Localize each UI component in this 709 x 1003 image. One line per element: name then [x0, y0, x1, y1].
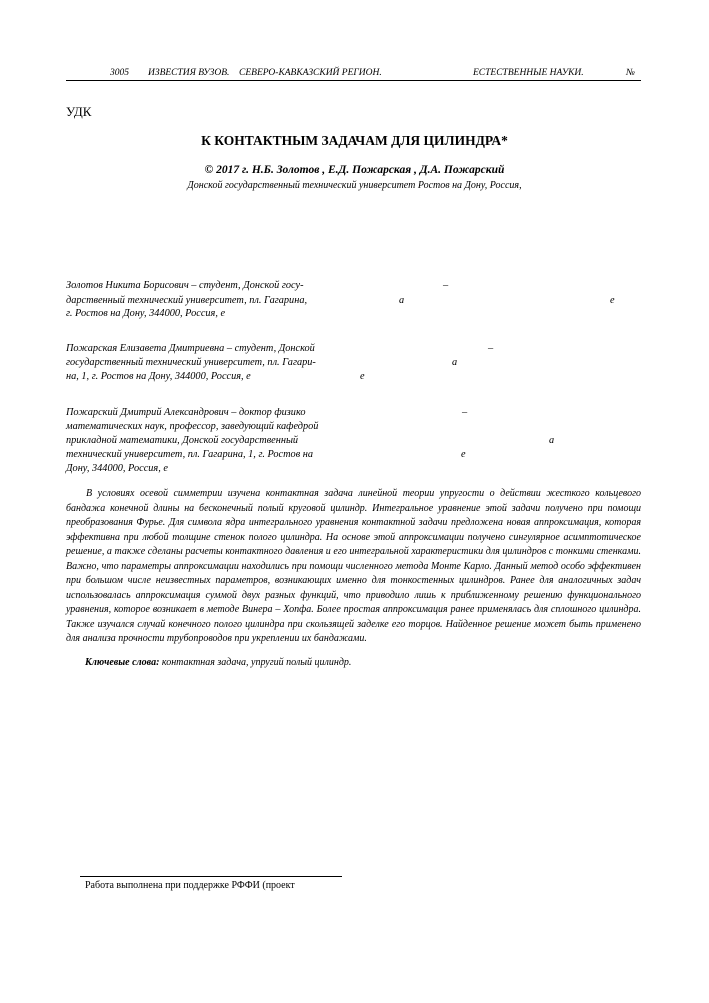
header-journal: ИЗВЕСТИЯ ВУЗОВ. — [148, 68, 230, 78]
author-info-mark: а — [549, 435, 555, 446]
keywords-label: Ключевые слова: — [85, 657, 160, 668]
author-info-line: прикладной математики, Донской государственный — [66, 435, 299, 446]
author-info-mark: е — [610, 295, 615, 306]
keywords-text: контактная задача, упругий полый цилиндр. — [161, 657, 352, 668]
author-info-line: Золотов Никита Борисович – студент, Донской госу- — [66, 280, 304, 291]
author-info-line: Дону, 344000, Россия, е — [66, 463, 168, 474]
header-page-number: 3005 — [110, 68, 129, 78]
author-info-line: дарственный технический университет, пл. Гагарина, — [66, 295, 308, 306]
author-info-line: математических наук, профессор, заведующий кафедрой — [66, 421, 319, 432]
keywords — [85, 657, 351, 668]
author-list: © 2017 г. Н.Б. Золотов , Е.Д. Пожарская , Д.А. Пожарский — [204, 164, 505, 176]
author-info-line: технический университет, пл. Гагарина, 1, г. Ростов на — [66, 449, 313, 460]
author-info-line: на, 1, г. Ростов на Дону, 344000, Россия, е — [66, 371, 251, 382]
abstract: В условиях осевой симметрии изучена контактная задача линейной теории упругости о действии жесткого кольцевого бандажа конечной длины на бесконечный полый круговой цилиндр. Интегральное уравнение этой задачи получено при помощи преобразования Фурье. Для символа ядра интегрального уравнения контактной задачи предложена новая аппроксимация, которая эффективна при любой толщине стенок полого цилиндра. На основе этой аппроксимации получено сингулярное асимптотическое решение, а также сделаны расчеты контактного давления и его интегральной характеристики для цилиндров с тонкими стенками. Важно, что параметры аппроксимации находились при помощи численного метода Монте Карло. Данный метод особо эффективен при большом числе неизвестных параметров, возникающих именно для тонкостенных цилиндров. Ранее для аналогичных задач использовалась аппроксимация суммой двух разных функций, что приводило лишь к приближенному решению функционального уравнения, которое возникает в методе Винера – Хопфа. Более простая аппроксимация ранее применялась для сплошного цилиндра. Также изучался случай конечного полого цилиндра при скользящей заделке его торцов. Найденное решение может быть применено для анализа прочности трубопроводов при укреплении их бандажами. — [66, 488, 641, 644]
footnote-rule — [80, 876, 342, 877]
author-info-mark: а — [399, 295, 405, 306]
author-info-line: Пожарская Елизавета Дмитриевна – студент, Донской — [66, 343, 315, 354]
affiliation: Донской государственный технический университет Ростов на Дону, Россия, — [187, 180, 522, 191]
author-info-mark: – — [443, 280, 449, 291]
udk-label: УДК — [66, 104, 92, 119]
paper-title: К КОНТАКТНЫМ ЗАДАЧАМ ДЛЯ ЦИЛИНДРА* — [201, 133, 508, 148]
header-series: ЕСТЕСТВЕННЫЕ НАУКИ. — [473, 68, 584, 78]
author-info-line: Пожарский Дмитрий Александрович – доктор физико — [66, 407, 306, 418]
header-rule — [66, 80, 641, 81]
header-issue-mark: № — [626, 68, 635, 78]
author-info-mark: е — [461, 449, 466, 460]
author-info-mark: а — [452, 357, 458, 368]
footnote: Работа выполнена при поддержке РФФИ (проект — [85, 880, 295, 891]
author-info-mark: – — [462, 407, 468, 418]
author-info-mark: – — [488, 343, 494, 354]
header-region: СЕВЕРО-КАВКАЗСКИЙ РЕГИОН. — [239, 68, 382, 78]
author-info-line: г. Ростов на Дону, 344000, Россия, е — [66, 308, 226, 319]
author-info-mark: е — [360, 371, 365, 382]
author-info-line: государственный технический университет, пл. Гагари- — [66, 357, 316, 368]
